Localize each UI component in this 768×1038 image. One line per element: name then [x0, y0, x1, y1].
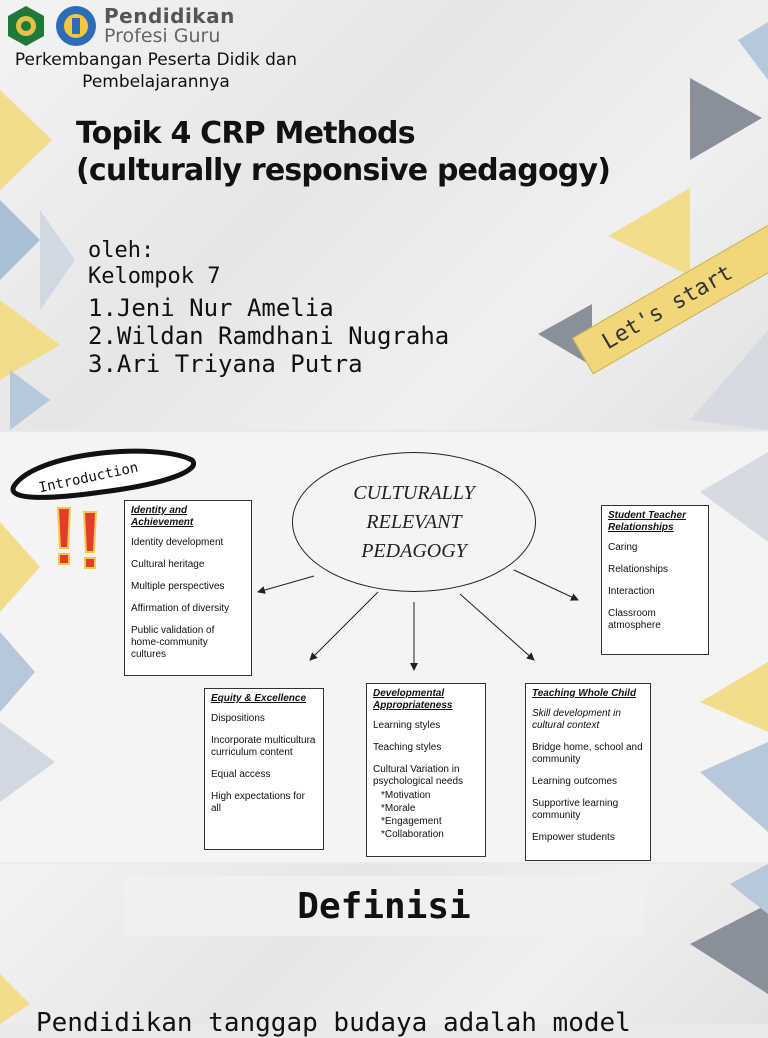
- title-slide: [0, 0, 768, 430]
- box-item: Dispositions: [211, 713, 265, 724]
- box-subitem: *Engagement: [381, 816, 442, 827]
- member-list: [88, 294, 449, 378]
- box-subitem: *Collaboration: [381, 829, 444, 840]
- box-item: Learning outcomes: [532, 776, 618, 787]
- course-name: Perkembangan Peserta Didik dan Pembelajarannya: [14, 50, 298, 92]
- slide-title: [76, 115, 610, 189]
- oleh-label: oleh:: [88, 238, 155, 263]
- logo-line1: Pendidikan: [104, 3, 235, 28]
- definition-title-bar: [124, 876, 644, 936]
- box-subitem: *Motivation: [381, 790, 431, 801]
- box-item: Equal access: [211, 769, 271, 780]
- box-item: Empower students: [532, 832, 615, 843]
- box-item: High expectations for all: [211, 791, 305, 814]
- box-title: Student Teacher Relationships: [608, 510, 686, 533]
- box-title: Equity & Excellence: [211, 693, 307, 704]
- box-title: Developmental Appropriateness: [373, 688, 453, 711]
- box-identity-achievement: [124, 500, 252, 676]
- center-line2: RELEVANT: [366, 510, 462, 533]
- box-title: Identity and Achievement: [131, 505, 194, 528]
- double-exclamation-icon: [52, 506, 108, 570]
- box-item: Bridge home, school and community: [532, 742, 643, 765]
- definition-title: Definisi: [297, 885, 471, 927]
- author-block: [88, 238, 220, 290]
- box-subitem: *Morale: [381, 803, 416, 814]
- box-item: Teaching styles: [373, 742, 442, 753]
- center-line3: PEDAGOGY: [361, 539, 467, 562]
- box-item: Multiple perspectives: [131, 581, 225, 592]
- box-item: Caring: [608, 542, 638, 553]
- box-item: Identity development: [131, 537, 224, 548]
- definition-body-text: Pendidikan tanggap budaya adalah model: [36, 1008, 631, 1038]
- crp-center-oval: [292, 452, 536, 592]
- box-student-teacher: [601, 505, 709, 655]
- member-item: 2.Wildan Ramdhani Nugraha: [88, 322, 450, 350]
- member-item: 3.Ari Triyana Putra: [88, 350, 363, 378]
- introduction-label: Introduction: [37, 459, 140, 497]
- program-logo-text: [104, 3, 235, 47]
- lets-start-tag: Let's start: [572, 210, 768, 374]
- box-item: Classroom atmosphere: [608, 608, 661, 631]
- box-item: Incorporate multicultura curriculum content: [211, 735, 316, 758]
- box-item: Supportive learning community: [532, 798, 619, 821]
- logo-line2: Profesi Guru: [104, 24, 221, 47]
- box-item: Relationships: [608, 564, 669, 575]
- box-title: Teaching Whole Child: [532, 688, 637, 699]
- university-emblem-icon: [4, 4, 48, 48]
- box-item: Interaction: [608, 586, 655, 597]
- box-item: Skill development in cultural context: [532, 708, 621, 731]
- slide-title-line2: (culturally responsive pedagogy): [76, 153, 611, 188]
- ministry-emblem-icon: [54, 4, 98, 48]
- slide-title-line1: Topik 4 CRP Methods: [76, 116, 415, 151]
- box-developmental: [366, 683, 486, 857]
- box-equity-excellence: [204, 688, 324, 850]
- box-teaching-whole-child: [525, 683, 651, 861]
- box-item: Learning styles: [373, 720, 441, 731]
- institution-logos: [4, 4, 235, 48]
- box-item: Public validation of home-community cultures: [131, 625, 215, 660]
- group-name: Kelompok 7: [88, 264, 221, 289]
- box-item: Affirmation of diversity: [131, 603, 230, 614]
- center-line1: CULTURALLY: [353, 481, 475, 504]
- box-item: Cultural Variation in psychological needs: [373, 764, 464, 787]
- member-item: 1.Jeni Nur Amelia: [88, 294, 334, 322]
- box-item: Cultural heritage: [131, 559, 205, 570]
